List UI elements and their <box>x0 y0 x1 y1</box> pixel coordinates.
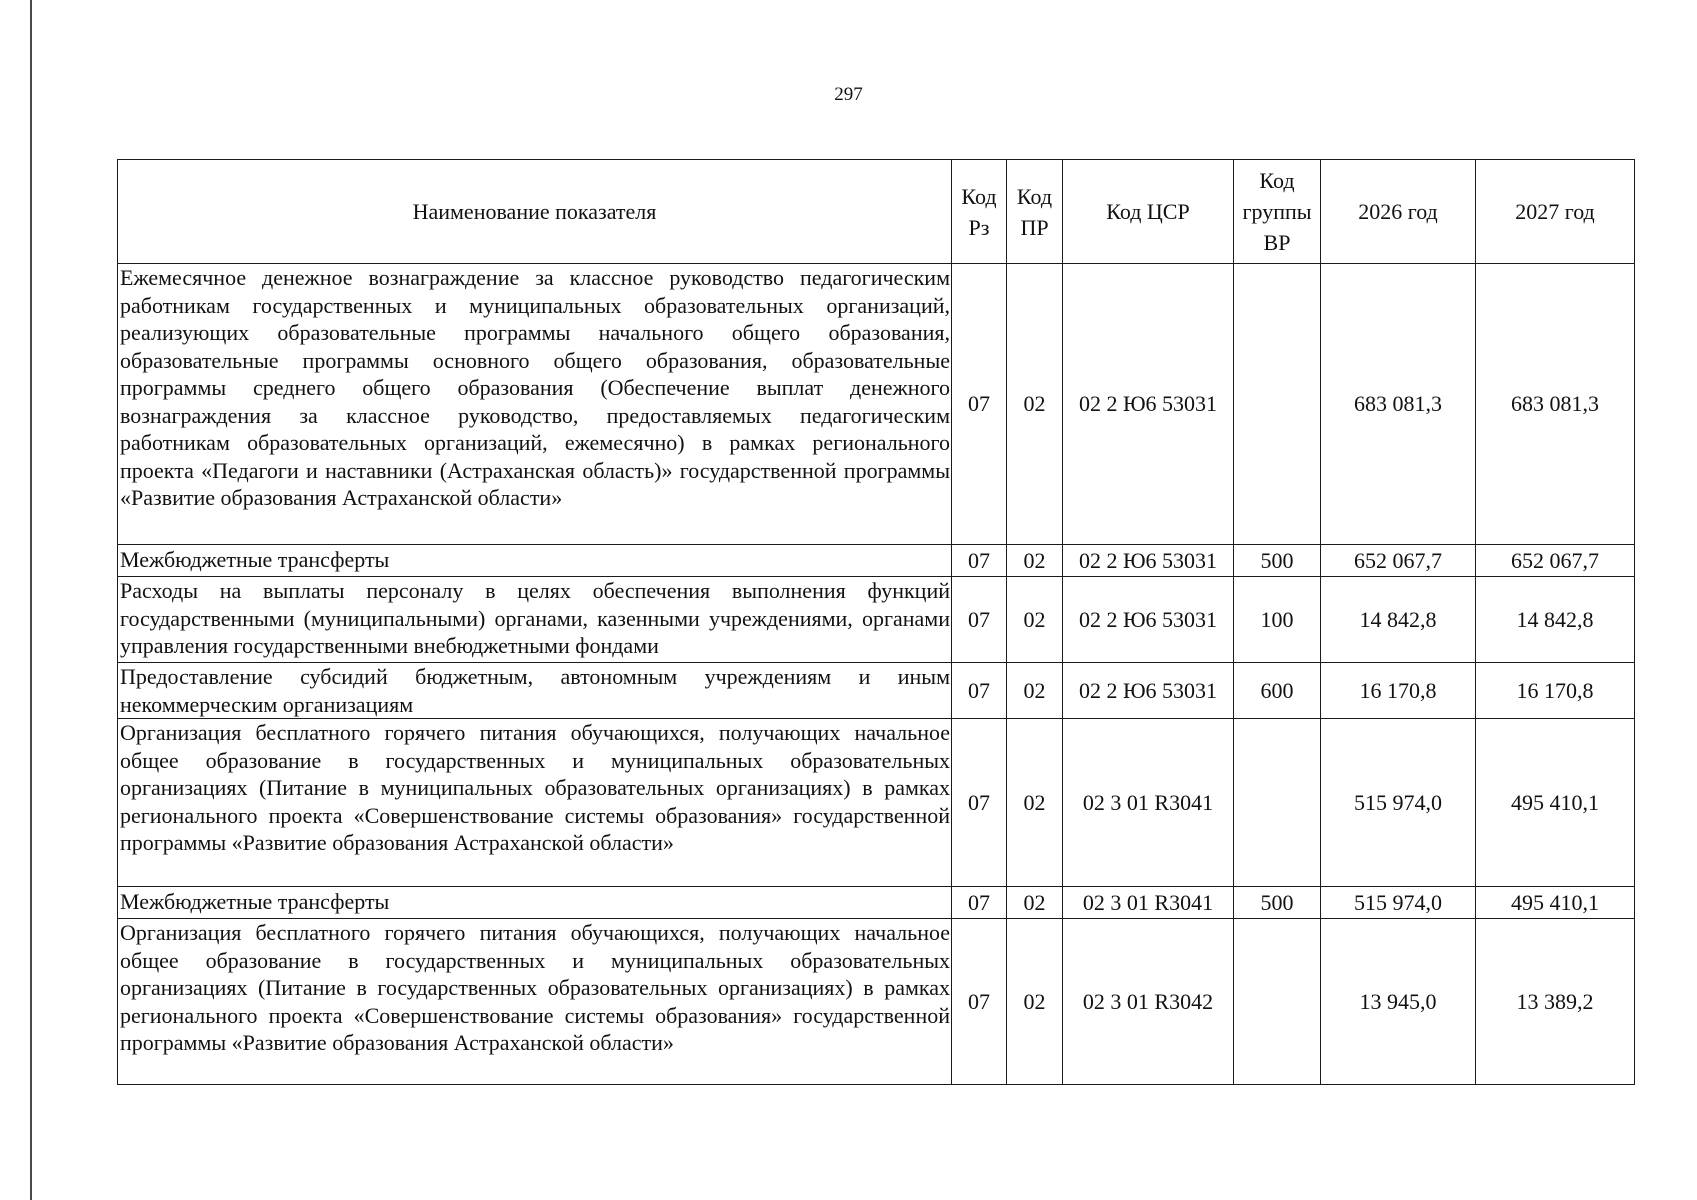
header-csr: Код ЦСР <box>1063 160 1234 264</box>
row-name: Организация бесплатного горячего питания обучающихся, получающих начальное общее образование в государственных и муниципальных образовательных организациях (Питание в муниципальных образовательных организациях) в рамках регионального проекта «Совершенствование системы образования» государственной программы «Развитие образования Астраханской области» <box>118 719 952 887</box>
row-vr: 500 <box>1234 887 1321 919</box>
row-pr: 02 <box>1007 719 1063 887</box>
row-vr: 500 <box>1234 545 1321 577</box>
table-row <box>118 264 1635 545</box>
header-vr: Код группы ВР <box>1234 160 1321 264</box>
row-csr: 02 2 Ю6 53031 <box>1063 545 1234 577</box>
row-2026: 515 974,0 <box>1321 719 1476 887</box>
row-2026: 515 974,0 <box>1321 887 1476 919</box>
table-row <box>118 887 1635 919</box>
row-2027: 13 389,2 <box>1476 919 1635 1085</box>
row-pr: 02 <box>1007 545 1063 577</box>
row-2027: 16 170,8 <box>1476 663 1635 719</box>
row-2027: 495 410,1 <box>1476 719 1635 887</box>
row-pr: 02 <box>1007 264 1063 545</box>
budget-table <box>117 159 1635 1085</box>
row-rz: 07 <box>952 887 1007 919</box>
row-vr <box>1234 719 1321 887</box>
row-2027: 14 842,8 <box>1476 577 1635 663</box>
row-vr <box>1234 919 1321 1085</box>
table-row <box>118 577 1635 663</box>
row-pr: 02 <box>1007 887 1063 919</box>
row-2026: 14 842,8 <box>1321 577 1476 663</box>
header-name: Наименование показателя <box>118 160 952 264</box>
page-number: 297 <box>834 84 863 105</box>
row-name: Межбюджетные трансферты <box>118 887 952 919</box>
table-row <box>118 919 1635 1085</box>
row-vr: 600 <box>1234 663 1321 719</box>
row-2027: 652 067,7 <box>1476 545 1635 577</box>
row-name: Межбюджетные трансферты <box>118 545 952 577</box>
header-2026: 2026 год <box>1321 160 1476 264</box>
row-csr: 02 2 Ю6 53031 <box>1063 264 1234 545</box>
row-rz: 07 <box>952 264 1007 545</box>
table-header-row <box>118 160 1635 264</box>
table-row <box>118 663 1635 719</box>
row-csr: 02 3 01 R3042 <box>1063 919 1234 1085</box>
row-2026: 16 170,8 <box>1321 663 1476 719</box>
row-2027: 683 081,3 <box>1476 264 1635 545</box>
row-2026: 13 945,0 <box>1321 919 1476 1085</box>
row-2026: 683 081,3 <box>1321 264 1476 545</box>
row-rz: 07 <box>952 919 1007 1085</box>
row-rz: 07 <box>952 577 1007 663</box>
table-row <box>118 719 1635 887</box>
row-2027: 495 410,1 <box>1476 887 1635 919</box>
row-rz: 07 <box>952 663 1007 719</box>
row-name: Предоставление субсидий бюджетным, автономным учреждениям и иным некоммерческим организациям <box>118 663 952 719</box>
row-csr: 02 2 Ю6 53031 <box>1063 577 1234 663</box>
row-vr <box>1234 264 1321 545</box>
header-pr: Код ПР <box>1007 160 1063 264</box>
row-csr: 02 2 Ю6 53031 <box>1063 663 1234 719</box>
table-row <box>118 545 1635 577</box>
row-pr: 02 <box>1007 577 1063 663</box>
row-vr: 100 <box>1234 577 1321 663</box>
row-name: Ежемесячное денежное вознаграждение за классное руководство педагогическим работникам государственных и муниципальных образовательных организаций, реализующих образовательные программы начального общего образования, образовательные программы основного общего образования, образовательные программы среднего общего образования (Обеспечение выплат денежного вознаграждения за классное руководство, предоставляемых педагогическим работникам образовательных организаций, ежемесячно) в рамках регионального проекта «Педагоги и наставники (Астраханская область)» государственной программы «Развитие образования Астраханской области» <box>118 264 952 545</box>
binding-margin-line <box>30 0 32 1200</box>
row-name: Расходы на выплаты персоналу в целях обеспечения выполнения функций государственными (муниципальными) органами, казенными учреждениями, органами управления государственными внебюджетными фондами <box>118 577 952 663</box>
header-2027: 2027 год <box>1476 160 1635 264</box>
row-rz: 07 <box>952 719 1007 887</box>
row-name: Организация бесплатного горячего питания обучающихся, получающих начальное общее образование в государственных и муниципальных образовательных организациях (Питание в государственных образовательных организациях) в рамках регионального проекта «Совершенствование системы образования» государственной программы «Развитие образования Астраханской области» <box>118 919 952 1085</box>
row-csr: 02 3 01 R3041 <box>1063 887 1234 919</box>
row-2026: 652 067,7 <box>1321 545 1476 577</box>
header-rz: Код Рз <box>952 160 1007 264</box>
row-pr: 02 <box>1007 663 1063 719</box>
row-csr: 02 3 01 R3041 <box>1063 719 1234 887</box>
row-rz: 07 <box>952 545 1007 577</box>
row-pr: 02 <box>1007 919 1063 1085</box>
